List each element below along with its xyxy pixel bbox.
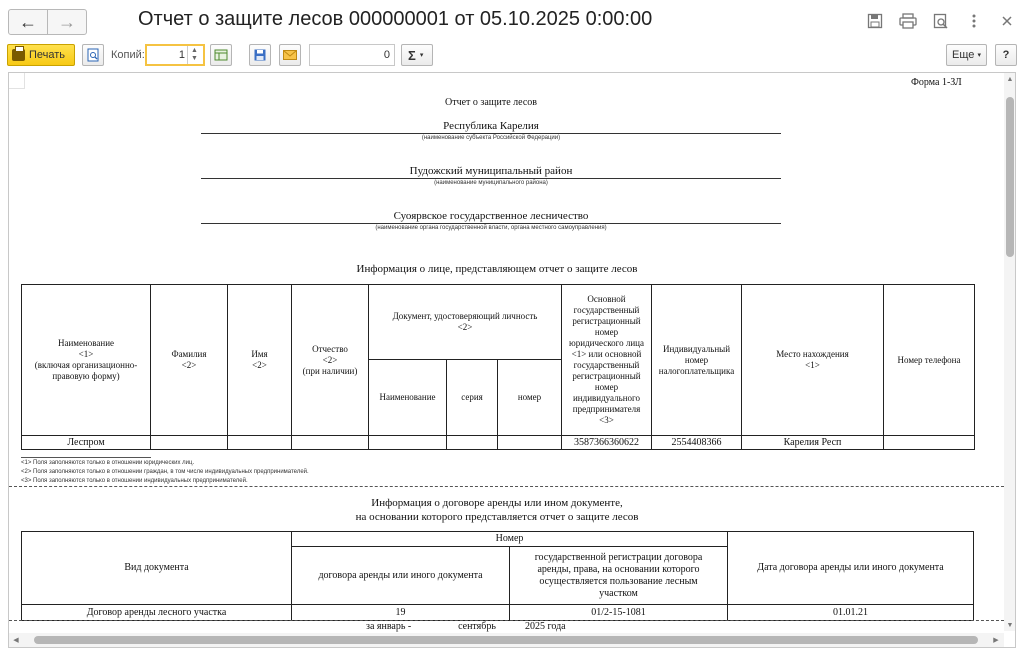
floppy-icon [254, 49, 266, 61]
preview-icon[interactable] [930, 10, 952, 32]
district-name: Пудожский муниципальный район [409, 165, 573, 177]
print-button[interactable] [7, 44, 75, 66]
cell-doc-series[interactable] [447, 436, 498, 450]
more-icon[interactable] [963, 10, 985, 32]
header-doc-type: Вид документа [22, 532, 292, 605]
cell-surname[interactable] [151, 436, 228, 450]
spin-up-icon: ▲ [191, 47, 198, 54]
arrow-left-icon: ← [19, 11, 37, 32]
table-row [22, 605, 974, 621]
cell-lease-number[interactable]: 19 [292, 605, 510, 621]
report-page [9, 73, 999, 633]
lease-section-title-line-1: Информация о договоре аренды или ином документе, [371, 497, 623, 509]
spreadsheet-document[interactable] [8, 72, 1016, 648]
magnifier-page-icon [86, 48, 100, 62]
vertical-scrollbar[interactable] [1004, 73, 1016, 631]
form-label: Форма 1-ЗЛ [911, 77, 962, 88]
cell-inn[interactable]: 2554408366 [652, 436, 742, 450]
cell-location[interactable]: Карелия Респ [742, 436, 884, 450]
cell-firstname[interactable] [228, 436, 292, 450]
lease-table [21, 531, 974, 621]
back-button[interactable] [8, 9, 48, 35]
header-id-document: Документ, удостоверяющий личность <2> [369, 285, 562, 360]
district-underline [201, 178, 781, 179]
send-email-button[interactable] [279, 44, 301, 66]
authority-underline [201, 223, 781, 224]
header-id-doc-name: Наименование [369, 360, 447, 436]
footnote-2: <2> Поля заполняются только в отношении граждан, в том числе индивидуальных предпринимателей. [21, 469, 309, 475]
save-icon[interactable] [864, 10, 886, 32]
scroll-down-icon[interactable]: ▼ [1006, 621, 1014, 629]
cell-reg-number[interactable]: 01/2-15-1081 [510, 605, 728, 621]
chevron-down-icon: ▾ [419, 52, 424, 59]
subject-underline [201, 133, 781, 134]
scroll-up-icon[interactable]: ▲ [1006, 75, 1014, 83]
spin-down-icon: ▼ [191, 55, 198, 62]
more-button[interactable] [946, 44, 987, 66]
help-button[interactable] [995, 44, 1017, 66]
forward-button[interactable] [47, 9, 87, 35]
page-break-line [9, 486, 1004, 487]
help-icon: ? [1002, 49, 1010, 61]
scroll-right-icon[interactable]: ▶ [993, 637, 999, 644]
print-preview-button[interactable] [82, 44, 104, 66]
horizontal-scroll-thumb[interactable] [34, 636, 978, 644]
district-caption: (наименование муниципального района) [434, 180, 548, 186]
header-phone: Номер телефона [884, 285, 975, 436]
header-number: Номер [292, 532, 728, 547]
header-id-doc-number: номер [498, 360, 562, 436]
print-button-label: Печать [29, 49, 66, 61]
print-icon[interactable] [897, 10, 919, 32]
sum-dropdown-button[interactable] [401, 44, 433, 66]
header-name: Наименование <1> (включая организационно- правовую форму) [22, 285, 151, 436]
copies-input[interactable]: 1 [145, 44, 205, 66]
envelope-icon [283, 50, 297, 60]
table-settings-button[interactable] [210, 44, 232, 66]
cell-patronymic[interactable] [292, 436, 369, 450]
footnote-1: <1> Поля заполняются только в отношении юридических лиц. [21, 460, 195, 466]
period-year: 2025 года [525, 621, 566, 632]
horizontal-scrollbar[interactable] [9, 633, 1004, 647]
header-firstname: Имя <2> [228, 285, 292, 436]
vertical-scroll-thumb[interactable] [1006, 97, 1014, 257]
sigma-icon: Σ [408, 47, 416, 63]
cell-date[interactable]: 01.01.21 [728, 605, 974, 621]
table-row [22, 436, 975, 450]
header-inn: Индивидуальный номер налогоплательщика [652, 285, 742, 436]
header-id-doc-series: серия [447, 360, 498, 436]
cell-name[interactable]: Леспром [22, 436, 151, 450]
person-table [21, 284, 975, 450]
cell-doc-number[interactable] [498, 436, 562, 450]
subject-caption: (наименование субъекта Российской Федерации) [421, 135, 561, 141]
header-location: Место нахождения <1> [742, 285, 884, 436]
copies-label: Копий: [111, 49, 145, 61]
footnote-3: <3> Поля заполняются только в отношении индивидуальных предпринимателей. [21, 478, 248, 484]
report-title: Отчет о защите лесов [444, 97, 538, 108]
sum-value-field: 0 [309, 44, 395, 66]
authority-name: Суоярвское государственное лесничество [393, 210, 589, 222]
lease-section-title-line-2: на основании которого представляется отчет о защите лесов [355, 511, 639, 523]
more-button-label: Еще [952, 49, 975, 61]
chevron-down-icon: ▾ [977, 52, 981, 59]
period-prefix: за январь - [366, 621, 412, 632]
header-date: Дата договора аренды или иного документа [728, 532, 974, 605]
arrow-right-icon: → [58, 11, 76, 32]
footnote-separator [21, 457, 151, 458]
header-lease-number: договора аренды или иного документа [292, 547, 510, 605]
copies-spinner[interactable] [187, 46, 201, 64]
header-ogrn: Основной государственный регистрационный номер юридического лица <1> или основной государственный регистрационный номер индивидуального предпринимателя <3> [562, 285, 652, 436]
subject-name: Республика Карелия [443, 120, 539, 132]
save-button[interactable] [249, 44, 271, 66]
header-surname: Фамилия <2> [151, 285, 228, 436]
scroll-left-icon[interactable]: ◀ [13, 637, 19, 644]
cell-doc-name[interactable] [369, 436, 447, 450]
person-section-title: Информация о лице, представляющем отчет о защите лесов [356, 263, 638, 275]
authority-caption: (наименование органа государственной власти, органа местного самоуправления) [375, 225, 607, 231]
close-icon[interactable] [996, 10, 1018, 32]
table-icon [214, 49, 228, 61]
header-patronymic: Отчество <2> (при наличии) [292, 285, 369, 436]
printer-icon [12, 49, 25, 61]
period-month: сентябрь [458, 621, 496, 632]
cell-doc-type[interactable]: Договор аренды лесного участка [22, 605, 292, 621]
header-reg-number: государственной регистрации договора аренды, права, на основании которого осуществляется пользование лесным участком [510, 547, 728, 605]
title-bar [0, 0, 1024, 40]
window-title: Отчет о защите лесов 000000001 от 05.10.2025 0:00:00 [138, 8, 653, 30]
cell-phone[interactable] [884, 436, 975, 450]
cell-ogrn[interactable]: 3587366360622 [562, 436, 652, 450]
command-bar [0, 42, 1024, 68]
